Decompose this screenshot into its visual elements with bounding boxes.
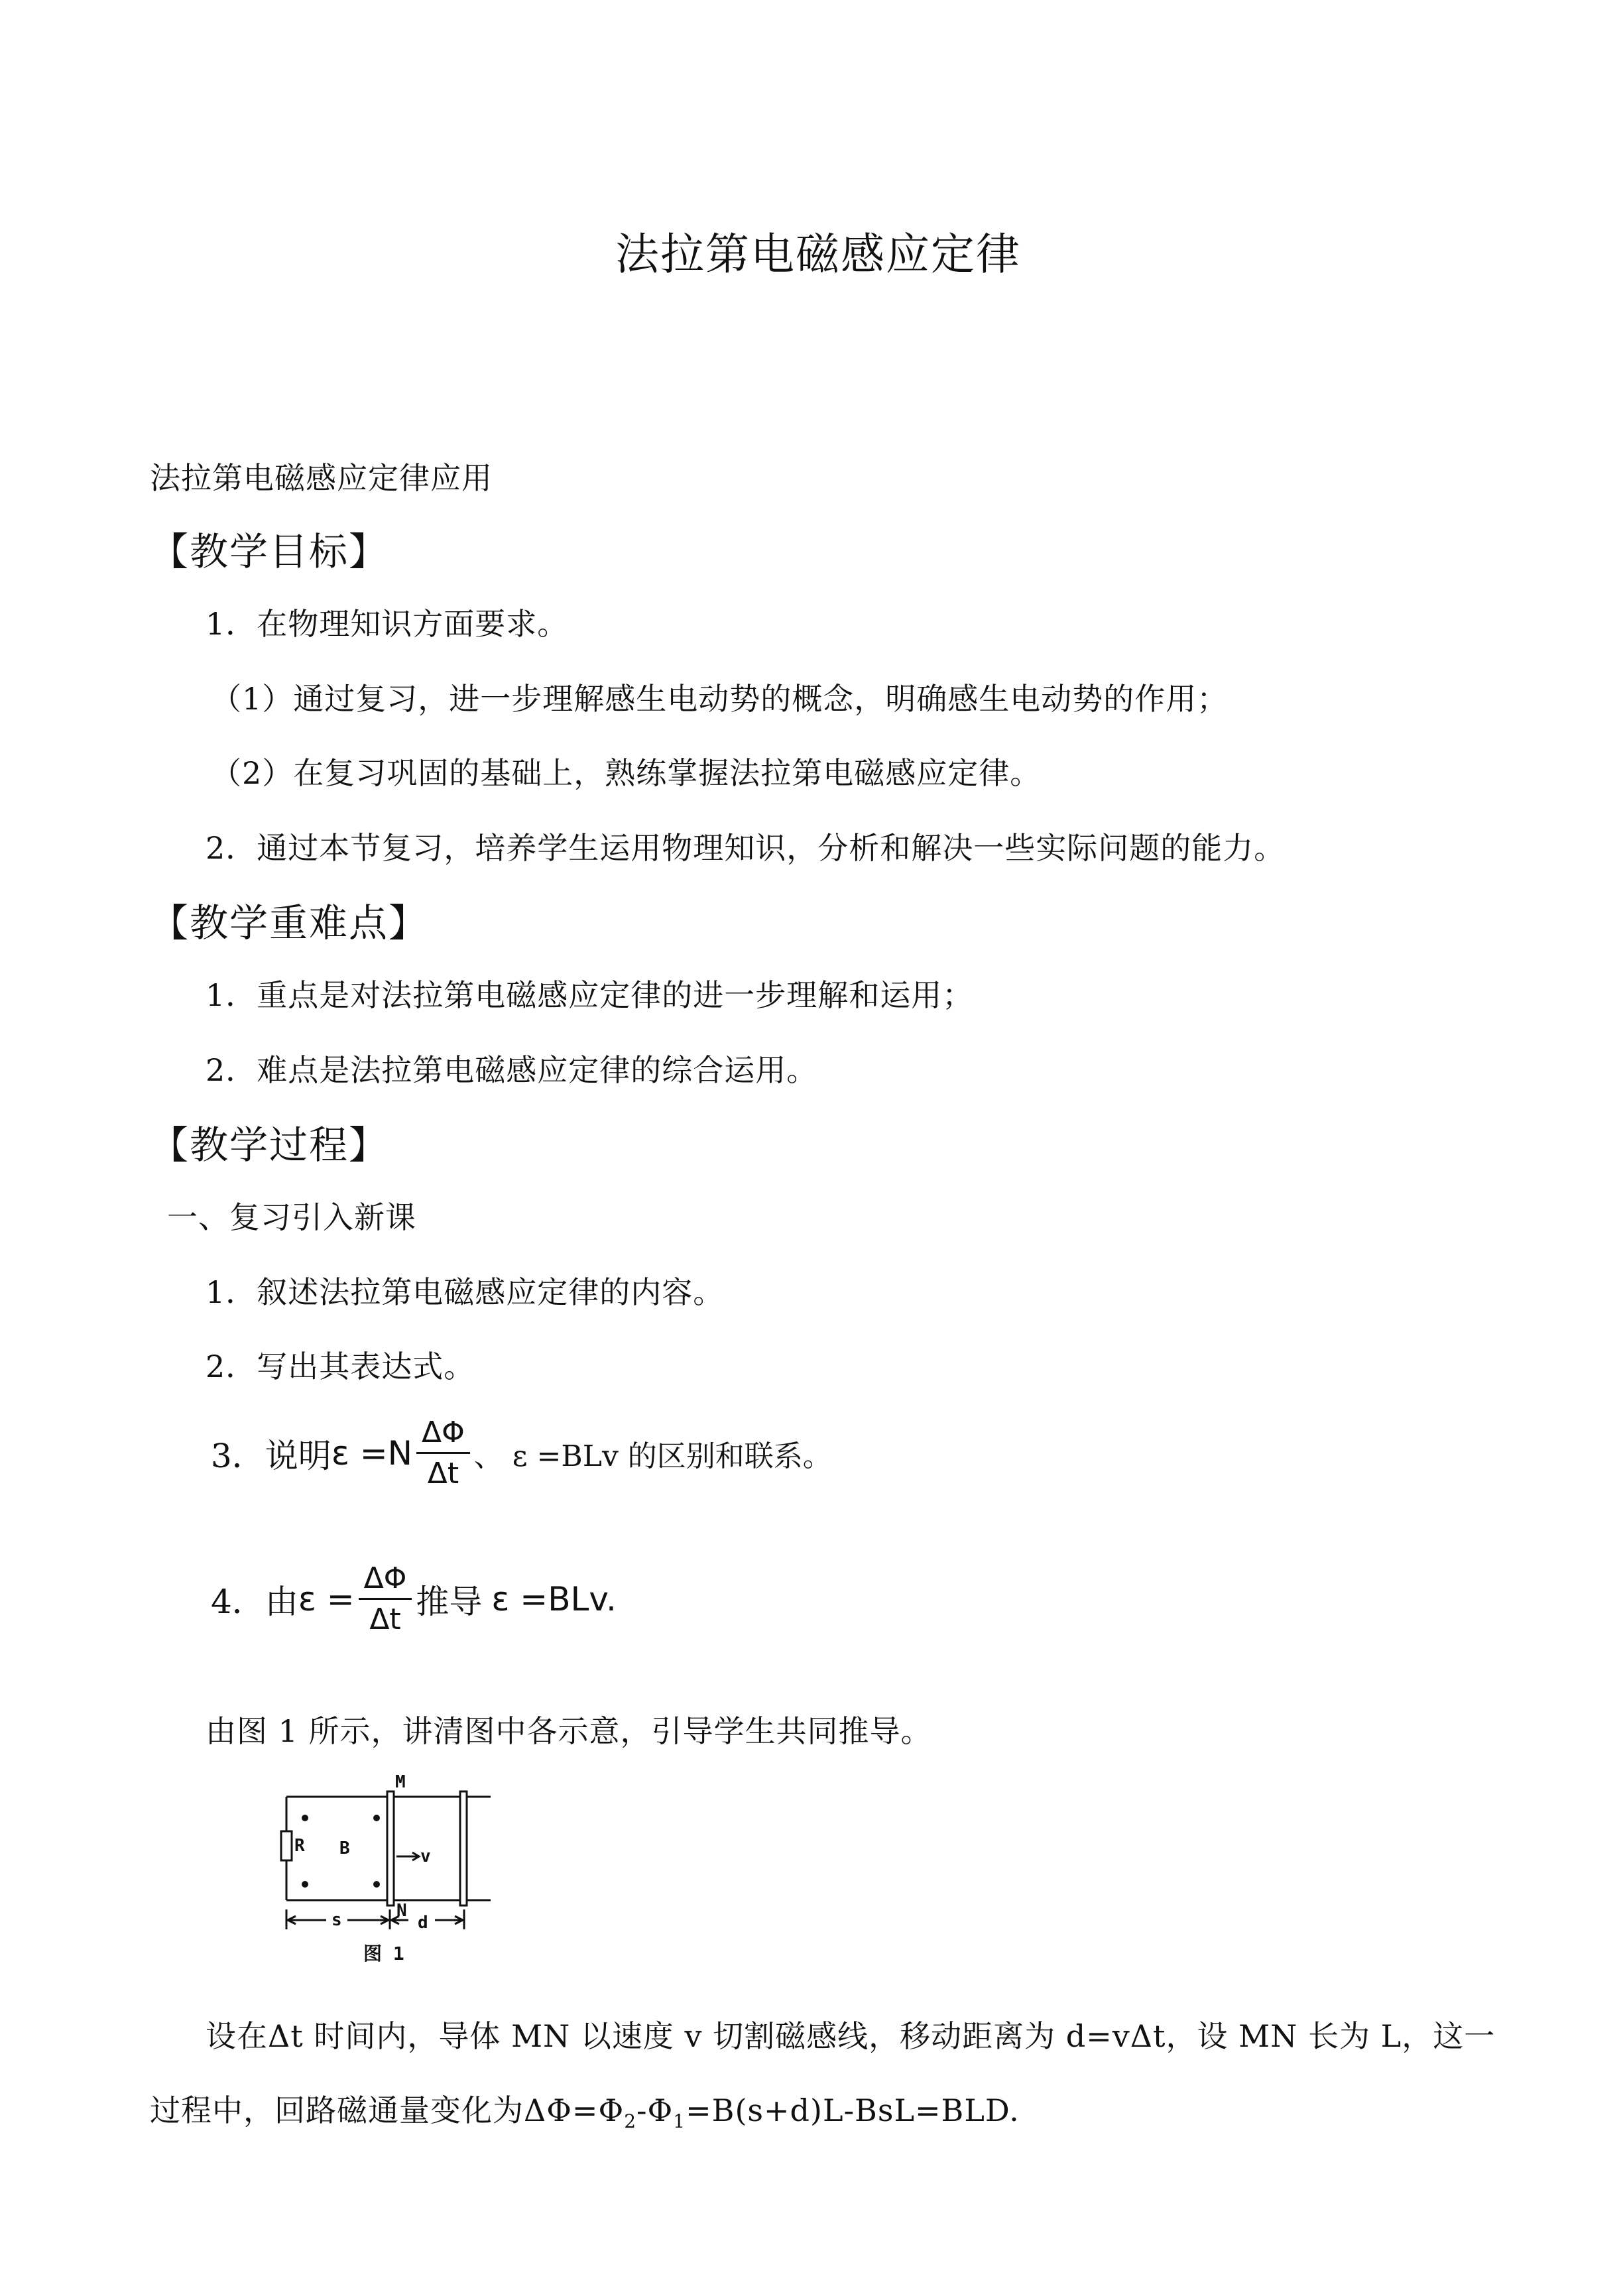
page-title: 法拉第电磁感应定律 (615, 229, 1021, 280)
label-d: d (418, 1913, 428, 1933)
paragraph-text: -Φ (636, 2092, 674, 2128)
goal-item: 2．通过本节复习，培养学生运用物理知识，分析和解决一些实际问题的能力。 (206, 830, 1286, 866)
resistor (281, 1831, 292, 1860)
fraction-bar (416, 1452, 470, 1454)
label-m: M (395, 1772, 406, 1792)
circuit-diagram (278, 1770, 504, 1969)
figure-intro: 由图 1 所示，讲清图中各示意，引导学生共同推导。 (206, 1713, 932, 1749)
paragraph-text: 过程中，回路磁通量变化为ΔΦ=Φ (150, 2092, 625, 2128)
label-n: N (396, 1901, 407, 1921)
goal-item: 1．在物理知识方面要求。 (206, 606, 569, 642)
formula-3 (211, 1416, 832, 1490)
field-dot (302, 1881, 308, 1888)
subscript-2: 2 (624, 2110, 637, 2133)
figure-1 (278, 1770, 504, 1969)
formula-3-lhs: ε =N (331, 1433, 413, 1473)
formula-4-prefix: 4．由 (211, 1582, 298, 1621)
subscript-1: 1 (673, 2110, 686, 2133)
conductor-moved (460, 1791, 467, 1905)
formula-3-fraction (416, 1416, 470, 1490)
process-item: 一、复习引入新课 (167, 1199, 416, 1235)
formula-4-mid: 推导 (416, 1582, 483, 1621)
subtitle: 法拉第电磁感应定律应用 (150, 460, 493, 496)
field-dot (302, 1815, 308, 1821)
process-item: 1．叙述法拉第电磁感应定律的内容。 (206, 1274, 725, 1310)
formula-4-rhs: ε =BLv. (491, 1579, 617, 1618)
field-dot (373, 1815, 380, 1821)
section-heading-goals: 【教学目标】 (150, 529, 389, 574)
fraction-bar (359, 1598, 412, 1600)
section-heading-key-points: 【教学重难点】 (150, 900, 429, 945)
derivation-paragraph-line-1: 设在Δt 时间内，导体 MN 以速度 v 切割磁感线，移动距离为 d=vΔt，设 MN 长为 L，这一 (206, 2018, 1496, 2054)
goal-item: （1）通过复习，进一步理解感生电动势的概念，明确感生电动势的作用； (211, 681, 1229, 717)
paragraph-text: =B(s+d)L-BsL=BLD. (686, 2092, 1020, 2128)
label-b: B (339, 1839, 350, 1858)
key-point-item: 2．难点是法拉第电磁感应定律的综合运用。 (206, 1052, 818, 1088)
field-dot (373, 1881, 380, 1888)
figure-caption: 图 1 (363, 1943, 404, 1964)
key-point-item: 1．重点是对法拉第电磁感应定律的进一步理解和运用； (206, 977, 974, 1013)
formula-3-prefix: 3．说明 (211, 1436, 331, 1475)
formula-4-numerator: ΔΦ (363, 1561, 407, 1595)
formula-3-text: 、 ε =BLv 的区别和联系。 (473, 1439, 832, 1473)
formula-3-denominator: Δt (427, 1457, 459, 1490)
formula-3-numerator: ΔΦ (422, 1416, 465, 1449)
formula-4-fraction (359, 1561, 412, 1636)
process-item: 2．写出其表达式。 (206, 1349, 475, 1384)
goal-item: （2）在复习巩固的基础上，熟练掌握法拉第电磁感应定律。 (211, 755, 1042, 791)
formula-4 (211, 1561, 617, 1636)
conductor-mn (387, 1791, 394, 1905)
formula-4-lhs: ε = (298, 1579, 355, 1618)
label-r: R (294, 1836, 305, 1856)
derivation-paragraph-line-2 (150, 2086, 1020, 2132)
formula-4-denominator: Δt (369, 1602, 401, 1636)
section-heading-process: 【教学过程】 (150, 1122, 389, 1168)
label-v: v (420, 1846, 431, 1866)
label-s: s (331, 1910, 342, 1930)
